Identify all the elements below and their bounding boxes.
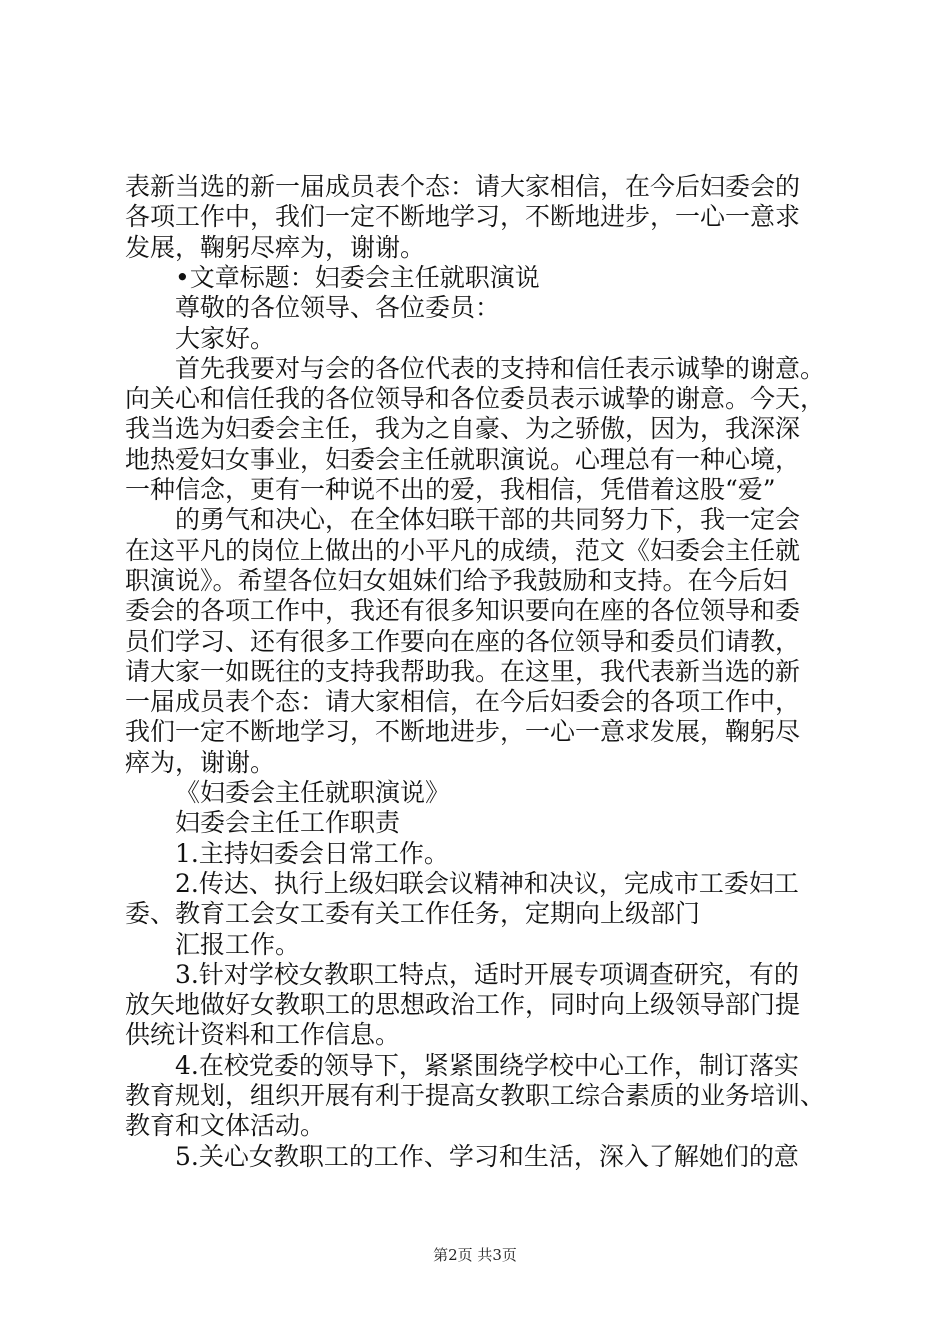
text-line: 瘁为，谢谢。 xyxy=(125,747,276,777)
text-line: 大家好。 xyxy=(175,323,276,353)
text-line: 供统计资料和工作信息。 xyxy=(125,1020,401,1050)
text-line: 向关心和信任我的各位领导和各位委员表示诚挚的谢意。今天， xyxy=(125,384,826,414)
text-line: 汇报工作。 xyxy=(175,929,301,959)
text-line: 职演说》。希望各位妇女姐妹们给予我鼓励和支持。在今后妇 xyxy=(125,565,788,595)
text-line: 发展，鞠躬尽瘁为，谢谢。 xyxy=(125,232,426,262)
text-line: 3.针对学校女教职工特点，适时开展专项调查研究，有的 xyxy=(175,959,799,989)
text-line: 表新当选的新一届成员表个态：请大家相信，在今后妇委会的 xyxy=(125,172,801,201)
text-line: 教育和文体活动。 xyxy=(125,1111,326,1141)
text-line: 尊敬的各位领导、各位委员： xyxy=(175,293,501,323)
text-line: 放矢地做好女教职工的思想政治工作，同时向上级领导部门提 xyxy=(125,990,801,1020)
text-line: 员们学习、还有很多工作要向在座的各位领导和委员们请教， xyxy=(125,626,801,656)
text-line: 请大家一如既往的支持我帮助我。在这里，我代表新当选的新 xyxy=(125,656,801,686)
text-line: 的勇气和决心，在全体妇联干部的共同努力下，我一定会 xyxy=(175,505,801,535)
text-line: 各项工作中，我们一定不断地学习，不断地进步，一心一意求 xyxy=(125,202,801,232)
text-line: •文章标题：妇委会主任就职演说 xyxy=(175,262,540,292)
text-line: 委、教育工会女工委有关工作任务，定期向上级部门 xyxy=(125,899,701,929)
text-line: 一届成员表个态：请大家相信，在今后妇委会的各项工作中， xyxy=(125,687,801,717)
text-line: 首先我要对与会的各位代表的支持和信任表示诚挚的谢意。 xyxy=(175,353,826,383)
text-line: 我们一定不断地学习，不断地进步，一心一意求发展，鞠躬尽 xyxy=(125,717,801,747)
text-line: 2.传达、执行上级妇联会议精神和决议，完成市工委妇工 xyxy=(175,868,799,898)
text-line: 教育规划，组织开展有利于提高女教职工综合素质的业务培训、 xyxy=(125,1081,826,1110)
text-line: 地热爱妇女事业，妇委会主任就职演说。心理总有一种心境， xyxy=(125,444,801,474)
text-line: 4.在校党委的领导下，紧紧围绕学校中心工作，制订落实 xyxy=(175,1050,799,1080)
text-line: 妇委会主任工作职责 xyxy=(175,808,401,838)
text-line: 在这平凡的岗位上做出的小平凡的成绩，范文《妇委会主任就 xyxy=(125,535,801,565)
text-line: 我当选为妇委会主任，我为之自豪、为之骄傲，因为，我深深 xyxy=(125,414,801,444)
text-line: 1.主持妇委会日常工作。 xyxy=(175,838,449,868)
text-line: 5.关心女教职工的工作、学习和生活，深入了解她们的意 xyxy=(175,1141,799,1171)
text-line: 委会的各项工作中，我还有很多知识要向在座的各位领导和委 xyxy=(125,596,801,626)
text-line: 一种信念，更有一种说不出的爱，我相信，凭借着这股“爱” xyxy=(125,475,776,504)
page-footer: 第2页 共3页 xyxy=(433,1246,517,1264)
text-line: 《妇委会主任就职演说》 xyxy=(175,778,451,807)
